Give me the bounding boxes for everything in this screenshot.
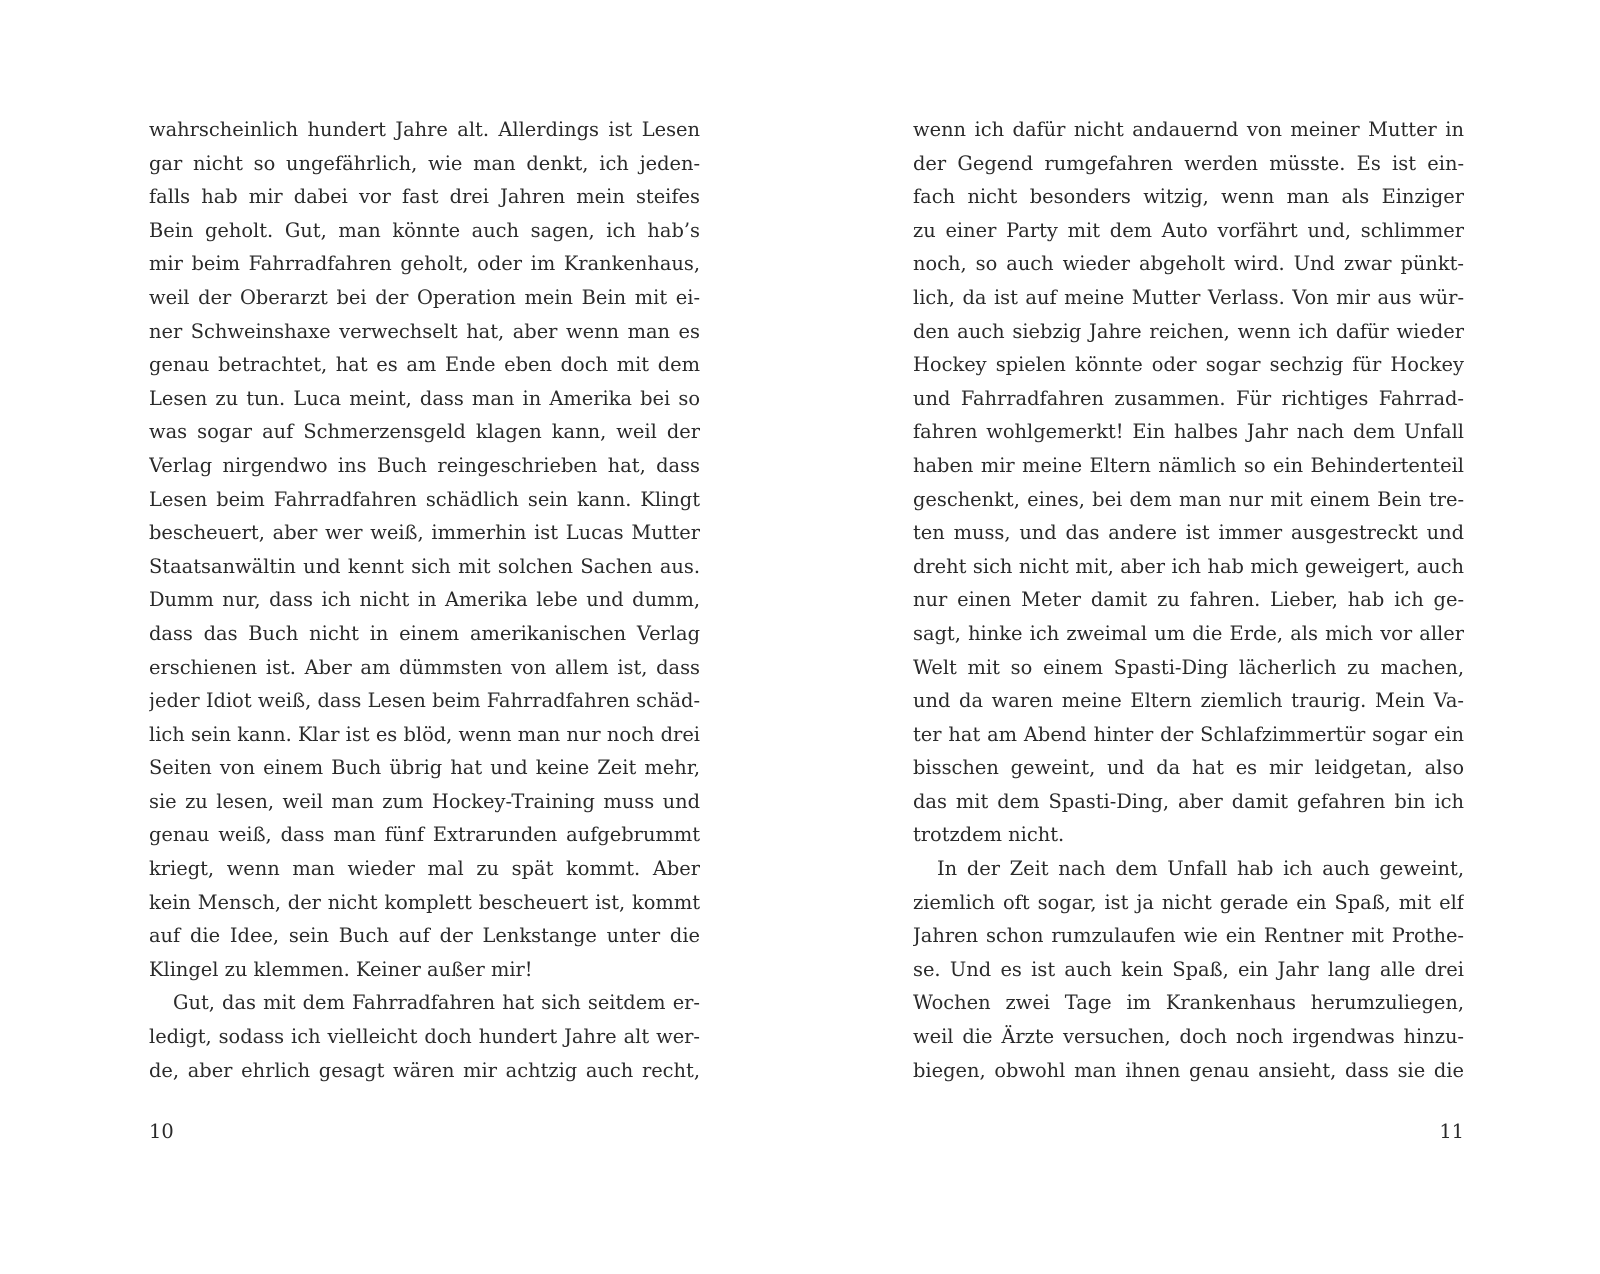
text-line: zu einer Party mit dem Auto vorfährt und, schlimmer <box>913 218 1464 242</box>
text-line: biegen, obwohl man ihnen genau ansieht, dass sie die <box>913 1058 1464 1082</box>
text-line: Dumm nur, dass ich nicht in Amerika lebe und dumm, <box>149 588 700 612</box>
text-line: Gut, das mit dem Fahrradfahren hat sich seitdem er- <box>173 991 700 1015</box>
text-line: Jahren schon rumzulaufen wie ein Rentner mit Prothe- <box>913 924 1464 948</box>
text-line: de, aber ehrlich gesagt wären mir achtzig auch recht, <box>149 1058 700 1082</box>
right-page-text <box>913 113 1464 1087</box>
text-line: geschenkt, eines, bei dem man nur mit einem Bein tre- <box>913 487 1464 511</box>
page-number: 11 <box>1439 1120 1464 1143</box>
text-line: Hockey spielen könnte oder sogar sechzig für Hockey <box>913 353 1464 377</box>
text-line: dass das Buch nicht in einem amerikanischen Verlag <box>149 621 700 645</box>
text-line: nur einen Meter damit zu fahren. Lieber, hab ich ge- <box>913 588 1464 612</box>
text-line: bescheuert, aber wer weiß, immerhin ist Lucas Mutter <box>149 521 700 545</box>
text-line: sie zu lesen, weil man zum Hockey-Training muss und <box>149 789 700 813</box>
text-line: und da waren meine Eltern ziemlich traurig. Mein Va- <box>913 689 1464 713</box>
text-line: kein Mensch, der nicht komplett bescheuert ist, kommt <box>149 890 700 914</box>
text-line: haben mir meine Eltern nämlich so ein Behindertenteil <box>913 453 1464 477</box>
text-line: Bein geholt. Gut, man könnte auch sagen, ich hab’s <box>149 218 700 242</box>
text-line: genau betrachtet, hat es am Ende eben doch mit dem <box>149 353 700 377</box>
text-line: Lesen zu tun. Luca meint, dass man in Amerika bei so <box>149 386 700 410</box>
left-page-text <box>149 113 700 1087</box>
text-line: Klingel zu klemmen. Keiner außer mir! <box>149 957 533 981</box>
text-line: fahren wohlgemerkt! Ein halbes Jahr nach dem Unfall <box>913 420 1464 444</box>
text-line: wahrscheinlich hundert Jahre alt. Allerdings ist Lesen <box>149 118 700 141</box>
text-line: Wochen zwei Tage im Krankenhaus herumzuliegen, <box>913 991 1464 1015</box>
text-line: lich sein kann. Klar ist es blöd, wenn man nur noch drei <box>149 722 700 746</box>
text-line: ner Schweinshaxe verwechselt hat, aber wenn man es <box>149 319 700 343</box>
text-line: Staatsanwältin und kennt sich mit solchen Sachen aus. <box>149 554 700 578</box>
text-line: ziemlich oft sogar, ist ja nicht gerade ein Spaß, mit elf <box>913 890 1464 914</box>
text-line: genau weiß, dass man fünf Extrarunden aufgebrummt <box>149 823 700 847</box>
text-line: noch, so auch wieder abgeholt wird. Und zwar pünkt- <box>913 252 1464 276</box>
text-line: gar nicht so ungefährlich, wie man denkt, ich jeden- <box>149 151 700 175</box>
text-line: se. Und es ist auch kein Spaß, ein Jahr lang alle drei <box>913 957 1464 981</box>
text-line: Seiten von einem Buch übrig hat und keine Zeit mehr, <box>149 756 700 780</box>
text-line: auf die Idee, sein Buch auf der Lenkstange unter die <box>149 924 700 948</box>
right-page <box>800 0 1600 1274</box>
text-line: falls hab mir dabei vor fast drei Jahren mein steifes <box>149 185 700 209</box>
text-line: lich, da ist auf meine Mutter Verlass. Von mir aus wür- <box>913 285 1464 309</box>
text-line: ten muss, und das andere ist immer ausgestreckt und <box>913 521 1464 545</box>
text-line: bisschen geweint, und da hat es mir leidgetan, also <box>913 756 1464 780</box>
text-line: was sogar auf Schmerzensgeld klagen kann, weil der <box>149 420 700 444</box>
text-line: In der Zeit nach dem Unfall hab ich auch geweint, <box>937 857 1464 881</box>
text-line: trotzdem nicht. <box>913 823 1065 847</box>
text-line: weil die Ärzte versuchen, doch noch irgendwas hinzu- <box>913 1025 1464 1049</box>
text-line: den auch siebzig Jahre reichen, wenn ich dafür wieder <box>913 319 1464 343</box>
text-line: Verlag nirgendwo ins Buch reingeschrieben hat, dass <box>149 453 700 477</box>
text-line: sagt, hinke ich zweimal um die Erde, als mich vor aller <box>913 621 1464 645</box>
text-line: Lesen beim Fahrradfahren schädlich sein kann. Klingt <box>149 487 700 511</box>
text-line: das mit dem Spasti-Ding, aber damit gefahren bin ich <box>913 789 1464 813</box>
text-line: der Gegend rumgefahren werden müsste. Es ist ein- <box>913 151 1464 175</box>
text-line: mir beim Fahrradfahren geholt, oder im Krankenhaus, <box>149 252 700 276</box>
text-line: und Fahrradfahren zusammen. Für richtiges Fahrrad- <box>913 386 1464 410</box>
text-line: ter hat am Abend hinter der Schlafzimmertür sogar ein <box>913 722 1464 746</box>
text-line: fach nicht besonders witzig, wenn man als Einziger <box>913 185 1464 209</box>
text-line: erschienen ist. Aber am dümmsten von allem ist, dass <box>149 655 700 679</box>
text-line: wenn ich dafür nicht andauernd von meiner Mutter in <box>913 118 1464 141</box>
text-line: weil der Oberarzt bei der Operation mein Bein mit ei- <box>149 285 700 309</box>
text-line: jeder Idiot weiß, dass Lesen beim Fahrradfahren schäd- <box>149 689 700 713</box>
text-line: dreht sich nicht mit, aber ich hab mich geweigert, auch <box>913 554 1464 578</box>
text-line: ledigt, sodass ich vielleicht doch hundert Jahre alt wer- <box>149 1025 700 1049</box>
text-line: kriegt, wenn man wieder mal zu spät kommt. Aber <box>149 857 700 881</box>
page-number: 10 <box>149 1120 174 1143</box>
text-line: Welt mit so einem Spasti-Ding lächerlich zu machen, <box>913 655 1464 679</box>
